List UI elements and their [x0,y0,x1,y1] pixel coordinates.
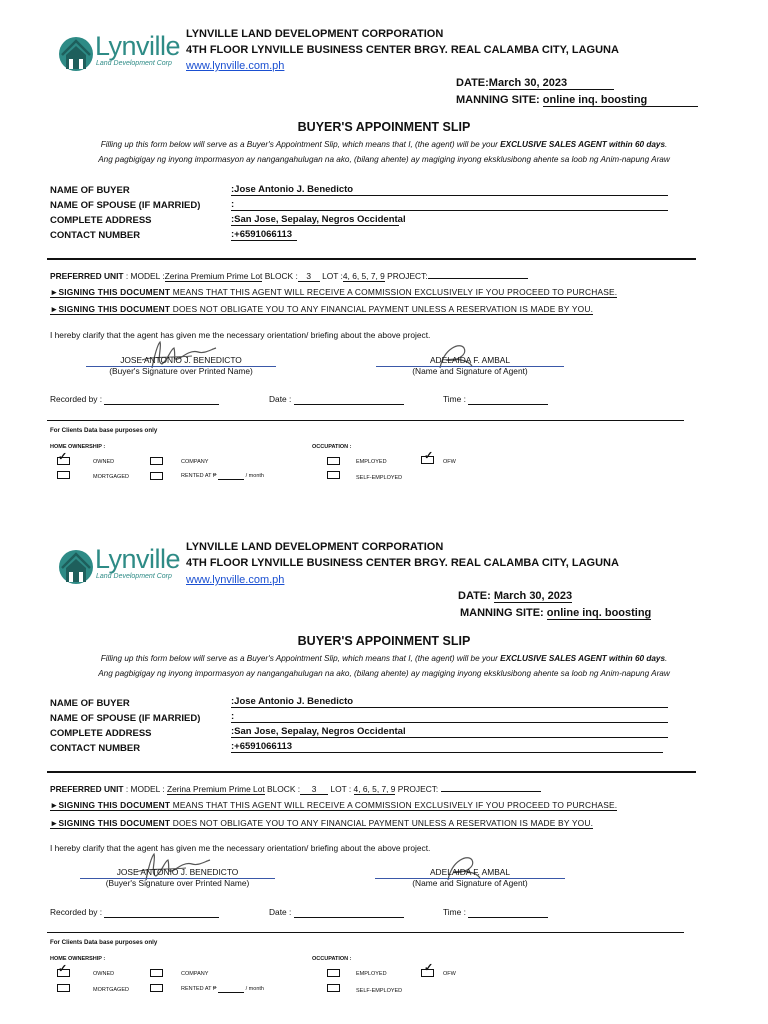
signing-notice-2-text: DOES NOT OBLIGATE YOU TO ANY FINANCIAL PAYMENT UNLESS A RESERVATION IS MADE BY YOU. [170,818,594,828]
preferred-unit-row [50,784,541,795]
manning-site-label: MANNING SITE: [456,94,540,106]
clients-db-note: For Clients Data base purposes only [50,939,158,946]
spouse-name-field[interactable]: : [231,711,668,723]
owned-label: OWNED [93,459,115,465]
label-address: COMPLETE ADDRESS [50,728,152,739]
record-time-field[interactable] [468,907,548,918]
company-website-link[interactable]: www.lynville.com.ph [186,60,285,72]
peso-sign: ₱ [212,473,217,479]
lot-value: 4, 6, 5, 7, 9 [342,271,385,281]
record-time-row [443,907,548,918]
check-mark-icon: ✓ [58,963,68,975]
block-label: BLOCK : [264,271,298,281]
intro-en-bold: EXCLUSIVE SALES AGENT within 60 days [500,140,666,149]
signing-notice-1-bold: ►SIGNING THIS DOCUMENT [50,287,171,297]
recorded-by-label: Recorded by : [50,394,103,404]
footer-divider [47,932,684,933]
company-address: 4TH FLOOR LYNVILLE BUSINESS CENTER BRGY. REAL CALAMBA CITY, LAGUNA [186,44,619,56]
record-date-field[interactable] [294,907,404,918]
preferred-unit-row [50,271,528,282]
company-website-link[interactable]: www.lynville.com.ph [186,574,285,586]
address-field[interactable]: :San Jose, Sepalay, Negros Occidental [231,214,406,225]
contact-field[interactable]: :+6591066113 [231,229,297,241]
ofw-label: OFW [443,459,456,465]
self-employed-checkbox[interactable] [327,984,340,992]
rented-checkbox[interactable] [150,984,163,992]
employed-label: EMPLOYED [356,459,387,465]
block-value: 3 [300,784,328,795]
agent-printed-name: ADELAIDA F. AMBAL [429,355,511,365]
signing-notice-2-bold: ►SIGNING THIS DOCUMENT [50,818,171,828]
form-title: BUYER'S APPOINMENT SLIP [297,634,471,648]
date-value: March 30, 2023 [489,77,614,90]
project-value[interactable] [441,791,541,792]
preferred-unit-label: PREFERRED UNIT [50,271,124,281]
buyer-signature-caption: (Buyer's Signature over Printed Name) [109,366,253,376]
signing-notice-1-text: MEANS THAT THIS AGENT WILL RECEIVE A COMMISSION EXCLUSIVELY IF YOU PROCEED TO PURCHASE. [170,287,618,297]
home-ownership-label: HOME OWNERSHIP : [50,444,106,450]
lot-label: LOT : [330,784,352,794]
check-mark-icon: ✓ [424,962,434,974]
company-address: 4TH FLOOR LYNVILLE BUSINESS CENTER BRGY. REAL CALAMBA CITY, LAGUNA [186,557,619,569]
buyer-name-field[interactable]: :Jose Antonio J. Benedicto [231,184,668,196]
company-name: LYNVILLE LAND DEVELOPMENT CORPORATION [186,28,444,40]
company-logo [58,544,181,586]
lot-value: 4, 6, 5, 7, 9 [353,784,396,794]
signing-notice-2-text: DOES NOT OBLIGATE YOU TO ANY FINANCIAL PAYMENT UNLESS A RESERVATION IS MADE BY YOU. [170,304,594,314]
manning-site-row [460,607,651,619]
logo-wordmark: Lynville [95,31,181,61]
buyer-name-field[interactable]: :Jose Antonio J. Benedicto [231,696,668,708]
check-mark-icon: ✓ [58,451,68,463]
intro-english [0,140,768,149]
record-date-label: Date : [269,907,292,917]
rented-row [181,473,264,480]
recorded-by-field[interactable] [104,394,219,405]
mortgaged-checkbox[interactable] [57,471,70,479]
label-contact: CONTACT NUMBER [50,230,141,241]
self-employed-label: SELF-EMPLOYED [356,988,403,994]
buyer-printed-name: JOSE ANTONIO J. BENEDICTO [120,355,242,365]
clarify-statement: I hereby clarify that the agent has given me the necessary orientation/ briefing about the above project. [50,843,431,853]
signing-notice-1 [50,800,617,811]
logo-wordmark: Lynville [95,544,181,574]
intro-english [0,654,768,663]
form-title: BUYER'S APPOINMENT SLIP [297,120,471,134]
label-address: COMPLETE ADDRESS [50,215,152,226]
home-ownership-label: HOME OWNERSHIP : [50,956,106,962]
section-divider [47,258,696,260]
spouse-name-field[interactable]: : [231,199,668,211]
manning-site-value: online inq. boosting [543,94,698,107]
model-label: : MODEL : [125,271,165,281]
record-time-field[interactable] [468,394,548,405]
signing-notice-2-bold: ►SIGNING THIS DOCUMENT [50,304,171,314]
logo-house-icon [58,33,94,73]
intro-en-end: . [665,654,668,663]
self-employed-checkbox[interactable] [327,471,340,479]
ofw-label: OFW [443,971,456,977]
company-checkbox[interactable] [150,969,163,977]
mortgaged-label: MORTGAGED [93,474,129,480]
agent-signature-caption: (Name and Signature of Agent) [412,366,528,376]
recorded-by-label: Recorded by : [50,907,103,917]
occupation-label: OCCUPATION : [312,956,352,962]
record-date-field[interactable] [294,394,404,405]
intro-en-end: . [665,140,668,149]
label-spouse: NAME OF SPOUSE (IF MARRIED) [50,200,201,211]
buyer-signature-caption: (Buyer's Signature over Printed Name) [105,878,250,888]
signing-notice-1-bold: ►SIGNING THIS DOCUMENT [50,800,171,810]
project-value[interactable] [428,278,528,279]
record-date-row [269,394,404,405]
rented-label: RENTED AT [181,986,212,992]
record-time-label: Time : [443,907,466,917]
model-label: : MODEL : [125,784,165,794]
mortgaged-label: MORTGAGED [93,987,129,993]
logo-subtitle: Land Development Corp [96,573,172,580]
recorded-by-row [50,394,219,405]
record-time-row [443,394,548,405]
employed-label: EMPLOYED [356,971,387,977]
manning-site-value: online inq. boosting [546,607,652,619]
per-month-label: / month [245,986,264,992]
record-date-row [269,907,404,918]
owned-label: OWNED [93,971,115,977]
per-month-label: / month [245,473,264,479]
date-value: March 30, 2023 [493,590,573,602]
label-contact: CONTACT NUMBER [50,743,141,754]
project-label: PROJECT: [387,271,428,281]
section-divider [47,771,696,773]
mortgaged-checkbox[interactable] [57,984,70,992]
intro-tagalog: Ang pagbigigay ng inyong impormasyon ay nangangahulugan na ako, (bilang ahente) ay magiging inyong eksklusibong ahente sa loob ng Anim-napung Araw [98,155,670,164]
company-label: COMPANY [181,459,209,465]
logo-house-icon [58,546,94,586]
buyer-printed-name: JOSE ANTONIO J. BENEDICTO [116,867,239,877]
manning-site-label: MANNING SITE: [460,607,544,619]
block-label: BLOCK : [267,784,301,794]
project-label: PROJECT: [397,784,439,794]
date-label: DATE: [456,77,489,89]
peso-sign: ₱ [212,986,217,992]
label-buyer: NAME OF BUYER [50,698,130,709]
check-mark-icon: ✓ [424,450,434,462]
intro-tagalog: Ang pagbigigay ng inyong impormasyon ay nangangahulugan na ako, (bilang ahente) ay magiging inyong eksklusibong ahente sa loob ng Anim-napung Araw [98,669,670,678]
company-label: COMPANY [181,971,209,977]
intro-en-text: Filling up this form below will serve as a Buyer's Appointment Slip, which means that I, (the agent) will be your [100,140,501,149]
intro-en-text: Filling up this form below will serve as a Buyer's Appointment Slip, which means that I, (the agent) will be your [100,654,501,663]
recorded-by-row [50,907,219,918]
employed-checkbox[interactable] [327,969,340,977]
company-checkbox[interactable] [150,457,163,465]
preferred-unit-label: PREFERRED UNIT [50,784,124,794]
model-value: Zerina Premium Prime Lot [164,271,263,281]
employed-checkbox[interactable] [327,457,340,465]
agent-printed-name: ADELAIDA F. AMBAL [429,867,511,877]
clients-db-note: For Clients Data base purposes only [50,427,158,434]
lot-label: LOT : [322,271,343,281]
signing-notice-1 [50,287,617,298]
date-row [458,590,572,602]
recorded-by-field[interactable] [104,907,219,918]
rented-label: RENTED AT [181,473,212,479]
contact-field[interactable]: :+6591066113 [231,741,663,753]
rented-row [181,986,264,993]
company-logo [58,31,181,73]
appointment-slip-1 [0,0,768,500]
occupation-label: OCCUPATION : [312,444,352,450]
intro-en-bold: EXCLUSIVE SALES AGENT within 60 days [500,654,666,663]
clarify-statement: I hereby clarify that the agent has given me the necessary orientation/ briefing about the above project. [50,330,431,340]
agent-signature-caption: (Name and Signature of Agent) [412,878,528,888]
appointment-slip-2 [0,513,768,1013]
self-employed-label: SELF-EMPLOYED [356,475,403,481]
record-date-label: Date : [269,394,292,404]
signing-notice-2 [50,818,593,829]
block-value: 3 [298,271,320,282]
date-label: DATE: [458,590,491,602]
signing-notice-2 [50,304,593,315]
label-spouse: NAME OF SPOUSE (IF MARRIED) [50,713,201,724]
date-row [456,77,614,90]
rent-amount-field[interactable] [218,473,244,480]
rent-amount-field[interactable] [218,986,244,993]
label-buyer: NAME OF BUYER [50,185,130,196]
footer-divider [47,420,684,421]
address-field[interactable]: :San Jose, Sepalay, Negros Occidental [231,726,668,738]
logo-subtitle: Land Development Corp [96,60,172,67]
signing-notice-1-text: MEANS THAT THIS AGENT WILL RECEIVE A COMMISSION EXCLUSIVELY IF YOU PROCEED TO PURCHASE. [170,800,618,810]
record-time-label: Time : [443,394,466,404]
model-value: Zerina Premium Prime Lot [166,784,265,794]
company-name: LYNVILLE LAND DEVELOPMENT CORPORATION [186,541,444,553]
rented-checkbox[interactable] [150,472,163,480]
manning-site-row [456,94,698,107]
